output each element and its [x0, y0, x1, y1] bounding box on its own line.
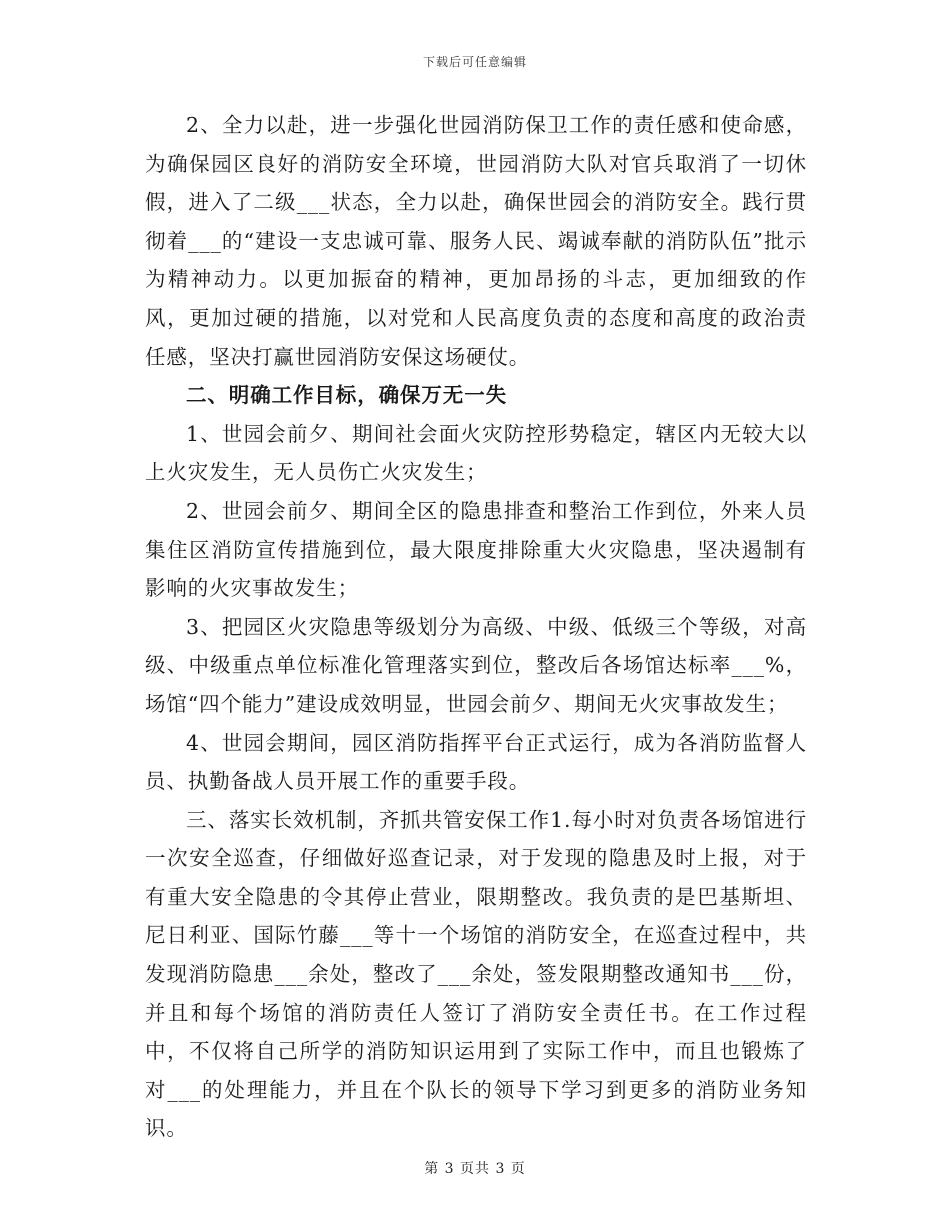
document-body — [145, 106, 807, 1148]
section-3-paragraph: 三、落实长效机制，齐抓共管安保工作1.每小时对负责各场馆进行一次安全巡查，仔细做好巡查记录，对于发现的隐患及时上报，对于有重大安全隐患的令其停止营业，限期整改。我负责的是巴基斯坦、尼日利亚、国际竹藤___等十一个场馆的消防安全，在巡查过程中，共发现消防隐患___余处，整改了___余处，签发限期整改通知书___份，并且和每个场馆的消防责任人签订了消防安全责任书。在工作过程中，不仅将自己所学的消防知识运用到了实际工作中，而且也锻炼了对___的处理能力，并且在个队长的领导下学习到更多的消防业务知识。 — [145, 807, 807, 1141]
paragraph-2-full-effort: 2、全力以赴，进一步强化世园消防保卫工作的责任感和使命感，为确保园区良好的消防安全环境，世园消防大队对官兵取消了一切休假，进入了二级___状态，全力以赴，确保世园会的消防安全。践行贯彻着___的“建设一支忠诚可靠、服务人民、竭诚奉献的消防队伍”批示为精神动力。以更加振奋的精神，更加昂扬的斗志，更加细致的作风，更加过硬的措施，以对党和人民高度负责的态度和高度的政治责任感，坚决打赢世园消防安保这场硬仗。 — [145, 113, 807, 369]
section-heading-2: 二、明确工作目标，确保万无一失 — [186, 383, 507, 408]
page-header: 下载后可任意编辑 — [422, 55, 527, 69]
goal-item-2: 2、世园会前夕、期间全区的隐患排查和整治工作到位，外来人员集住区消防宣传措施到位，最大限度排除重大火灾隐患，坚决遏制有影响的火灾事故发生； — [145, 498, 807, 601]
goal-item-3: 3、把园区火灾隐患等级划分为高级、中级、低级三个等级，对高级、中级重点单位标准化管理落实到位，整改后各场馆达标率___%，场馆“四个能力”建设成效明显，世园会前夕、期间无火灾事故发生； — [145, 614, 807, 716]
page-number: 第 3 页共 3 页 — [424, 1161, 526, 1177]
goal-item-4: 4、世园会期间，园区消防指挥平台正式运行，成为各消防监督人员、执勤备战人员开展工作的重要手段。 — [145, 730, 807, 794]
goal-item-1: 1、世园会前夕、期间社会面火灾防控形势稳定，辖区内无较大以上火灾发生，无人员伤亡火灾发生； — [145, 421, 807, 485]
